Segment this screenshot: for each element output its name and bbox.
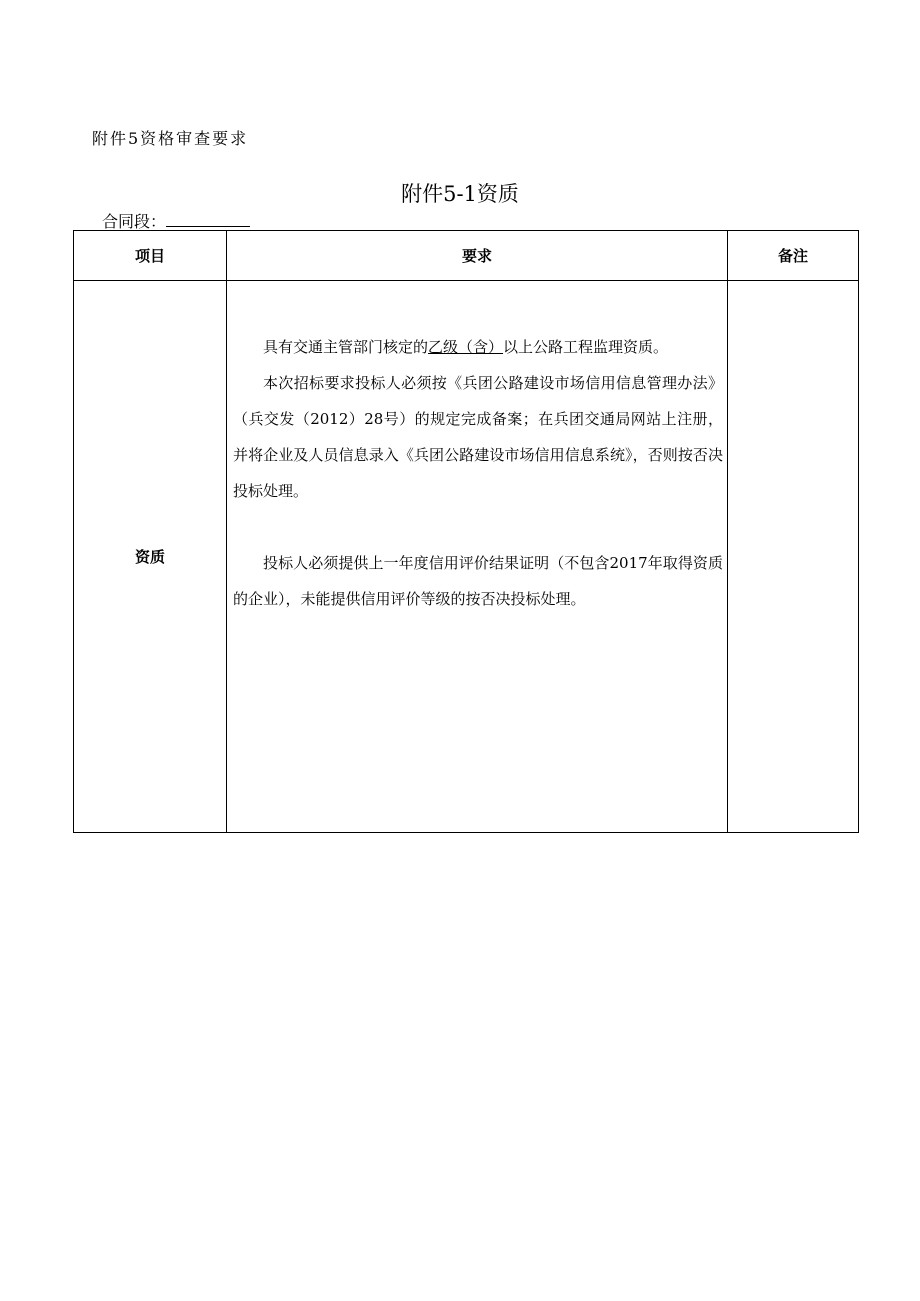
table-row (74, 281, 859, 833)
attachment-label: 附件5资格审查要求 (92, 129, 249, 148)
item-cell-qualification: 资质 (74, 281, 227, 833)
requirement-paragraph-3: 投标人必须提供上一年度信用评价结果证明（不包含2017年取得资质的企业），未能提供信用评价等级的按否决投标处理。 (233, 554, 723, 608)
header-note: 备注 (728, 231, 859, 281)
note-cell (728, 281, 859, 833)
contract-section-label: 合同段： (102, 212, 167, 231)
requirement-cell (227, 281, 728, 833)
paragraph-spacer (227, 509, 727, 545)
requirement-grade-underlined: 乙级（含） (428, 338, 504, 356)
document-title: 附件5-1资质 (401, 182, 519, 206)
requirement-text: 以上公路工程监理资质。 (503, 338, 669, 356)
requirement-text: 具有交通主管部门核定的 (263, 338, 429, 356)
qualification-table (73, 230, 859, 833)
header-requirement: 要求 (227, 231, 728, 281)
requirement-paragraph-2: 本次招标要求投标人必须按《兵团公路建设市场信用信息管理办法》（兵交发（2012）28号）的规定完成备案；在兵团交通局网站上注册，并将企业及人员信息录入《兵团公路建设市场信用信息系统》，否则按否决投标处理。 (233, 374, 723, 500)
requirement-paragraph-1 (227, 329, 727, 365)
header-item: 项目 (74, 231, 227, 281)
table-header-row (74, 231, 859, 281)
contract-section-blank (166, 210, 250, 227)
